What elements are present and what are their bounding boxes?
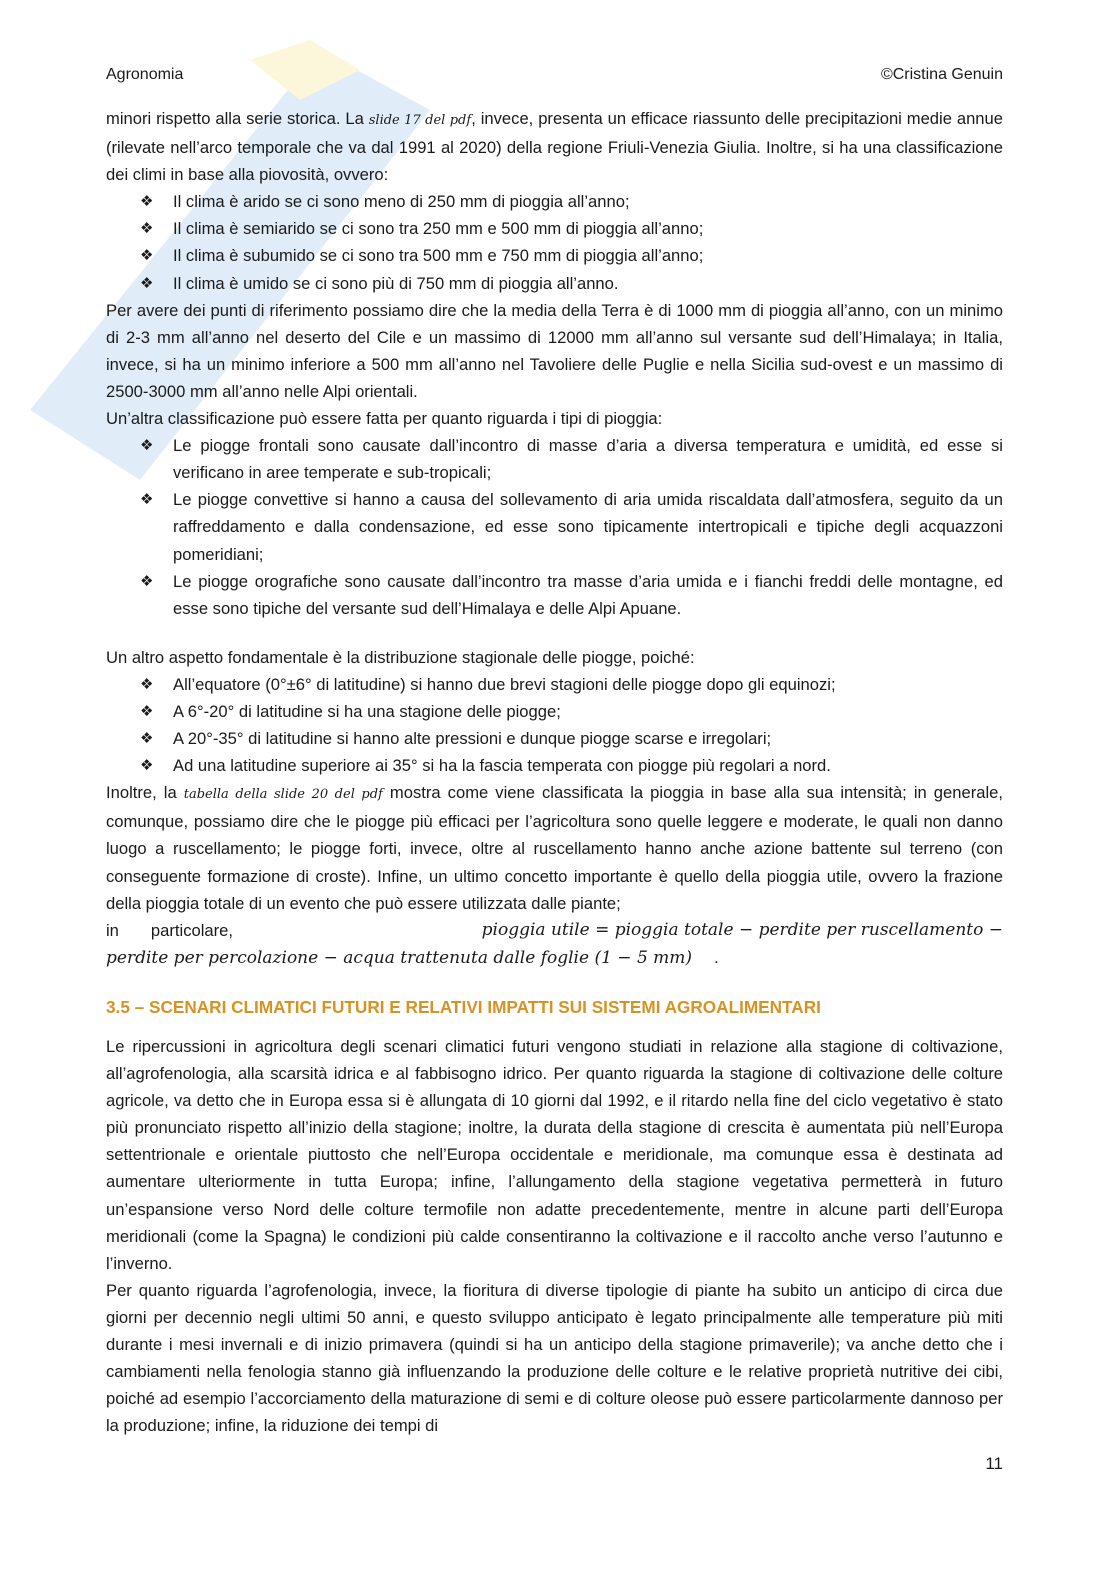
list-item: ❖ Ad una latitudine superiore ai 35° si ha la fascia temperata con piogge più regolari a nord.: [106, 752, 1003, 779]
slide-reference: slide 17 del pdf: [368, 113, 472, 128]
formula-line-2: [106, 944, 1003, 972]
text: minori rispetto alla serie storica. La: [106, 109, 369, 128]
header-author: ©Cristina Genuin: [880, 66, 1003, 83]
page-number: 11: [985, 1454, 1003, 1473]
list-item: ❖ A 6°-20° di latitudine si ha una stagione delle piogge;: [106, 698, 1003, 725]
climate-classification-list: [106, 188, 1003, 296]
paragraph: Un’altra classificazione può essere fatta per quanto riguarda i tipi di pioggia:: [106, 409, 663, 429]
list-item: ❖ Il clima è semiarido se ci sono tra 250 mm e 500 mm di pioggia all’anno;: [106, 215, 1003, 242]
header-course: Agronomia: [106, 66, 184, 83]
list-item: ❖ Le piogge convettive si hanno a causa del sollevamento di aria umida riscaldata dall’atmosfera, seguito da un raffreddamento e dalla condensazione, ed esse sono tipicamente intertropicali e tipiche degli acquazzoni pomeridiani;: [106, 486, 1003, 567]
text: .: [714, 947, 719, 967]
text: Inoltre, la: [106, 783, 184, 803]
rain-types-list: [106, 432, 1003, 622]
paragraph: [106, 779, 1003, 916]
spacer: [106, 622, 1003, 644]
formula-useful-rain: pioggia utile = pioggia totale − perdite per ruscellamento −: [481, 919, 1003, 940]
list-item: ❖ Il clima è umido se ci sono più di 750 mm di pioggia all’anno.: [106, 270, 1003, 297]
list-item: ❖ Il clima è subumido se ci sono tra 500 mm e 750 mm di pioggia all’anno;: [106, 242, 1003, 269]
paragraph: Per quanto riguarda l’agrofenologia, invece, la fioritura di diverse tipologie di piante ha subito un anticipo di circa due giorni per decennio negli ultimi 50 anni, e questo sviluppo anticipato è legato principalmente alle temperature più miti durante i mesi invernali e di inizio primavera (quindi si ha un anticipo della stagione primaverile); va anche detto che i cambiamenti nella fenologia stanno già influenzando la produzione delle colture e le relative proprietà nutritive dei cibi, poiché ad esempio l’accorciamento della maturazione di semi e di colture oleose può essere particolarmente dannoso per la produzione; infine, la riduzione dei tempi di: [106, 1280, 1003, 1436]
text: in: [106, 920, 119, 940]
seasonal-distribution-list: [106, 671, 1003, 779]
text: , invece, presenta un efficace riassunto delle precipitazioni medie annue (rilevate nell’arco temporale che va dal 1991 al 2020) della regione Friuli-Venezia Giulia. Inoltre, si ha una classificazione dei climi in base alla piovosità, ovvero:: [106, 109, 1003, 185]
section-title: 3.5 – SCENARI CLIMATICI FUTURI E RELATIVI IMPATTI SUI SISTEMI AGROALIMENTARI: [106, 996, 821, 1017]
list-item: ❖ A 20°-35° di latitudine si hanno alte pressioni e dunque piogge scarse e irregolari;: [106, 725, 1003, 752]
formula-line-1: [106, 917, 1003, 944]
list-item: ❖ Le piogge frontali sono causate dall’incontro di masse d’aria a diversa temperatura e umidità, ed esse si verificano in aree temperate e sub-tropicali;: [106, 432, 1003, 486]
table-reference: tabella della slide 20 del pdf: [183, 787, 383, 803]
page-header: [106, 66, 1003, 84]
paragraph: Un altro aspetto fondamentale è la distribuzione stagionale delle piogge, poiché:: [106, 647, 695, 667]
formula-continuation: perdite per percolazione − acqua trattenuta dalle foglie (1 − 5 mm): [106, 947, 693, 968]
paragraph: Le ripercussioni in agricoltura degli scenari climatici futuri vengono studiati in relazione alla stagione di coltivazione, all’agrofenologia, alla scarsità idrica e al fabbisogno idrico. Per quanto riguarda la stagione di coltivazione delle colture agricole, va detto che in Europa essa si è allungata di 10 giorni dal 1992, e il ritardo nella fine del ciclo vegetativo è stato più pronunciato rispetto all’inizio della stagione; inoltre, la durata della stagione di crescita è aumentata più nell’Europa settentrionale e orientale piuttosto che nell’Europa occidentale e meridionale, ma comunque essa è destinata ad aumentare ulteriormente in tutta Europa; infine, l’allungamento della stagione vegetativa permetterà in futuro un’espansione verso Nord delle colture termofile non adatte precedentemente, mentre in alcune parti dell’Europa meridionali (come la Spagna) le condizioni più calde consentiranno la coltivazione e il raccolto anche verso l’autunno e l’inverno.: [106, 1037, 1003, 1273]
paragraph: [106, 105, 1003, 188]
page-body: [106, 105, 1003, 1439]
list-item: ❖ Le piogge orografiche sono causate dall’incontro tra masse d’aria umida e i fianchi freddi delle montagne, ed esse sono tipiche del versante sud dell’Himalaya e delle Alpi Apuane.: [106, 568, 1003, 622]
list-item: ❖ Il clima è arido se ci sono meno di 250 mm di pioggia all’anno;: [106, 188, 1003, 215]
text: particolare,: [150, 920, 234, 940]
list-item: ❖ All’equatore (0°±6° di latitudine) si hanno due brevi stagioni delle piogge dopo gli equinozi;: [106, 671, 1003, 698]
text: mostra come viene classificata la pioggia in base alla sua intensità; in generale, comunque, possiamo dire che le piogge più efficaci per l’agricoltura sono quelle leggere e moderate, le quali non danno luogo a ruscellamento; le piogge forti, invece, oltre al ruscellamento hanno anche azione battente sul terreno (con conseguente formazione di croste). Infine, un ultimo concetto importante è quello della pioggia utile, ovvero la frazione della pioggia totale di un evento che può essere utilizzata dalle piante;: [106, 783, 1003, 913]
paragraph: Per avere dei punti di riferimento possiamo dire che la media della Terra è di 1000 mm di pioggia all’anno, con un minimo di 2-3 mm all’anno nel deserto del Cile e un massimo di 12000 mm all’anno sul versante sud dell’Himalaya; in Italia, invece, si ha un minimo inferiore a 500 mm all’anno nel Tavoliere delle Puglie e nella Sicilia sud-ovest e un massimo di 2500-3000 mm all’anno nelle Alpi orientali.: [106, 300, 1003, 401]
